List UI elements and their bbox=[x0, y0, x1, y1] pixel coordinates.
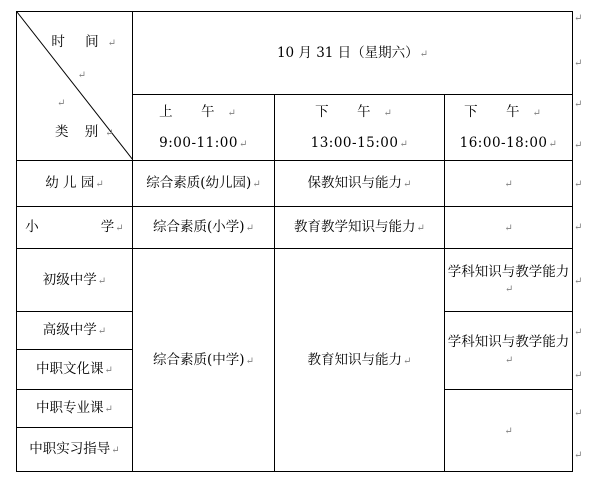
cell-kindergarten-afternoon-1: 保教知识与能力↵ bbox=[275, 161, 445, 207]
return-mark: ↵ bbox=[252, 179, 261, 191]
cell-primary-afternoon-2 bbox=[445, 207, 573, 249]
return-mark: ↵ bbox=[574, 179, 583, 190]
return-mark: ↵ bbox=[107, 38, 124, 49]
return-mark: ↵ bbox=[574, 327, 583, 338]
return-mark: ↵ bbox=[574, 370, 583, 381]
period-time: 16:00-18:00 bbox=[459, 134, 548, 151]
return-mark: ↵ bbox=[403, 179, 412, 191]
cell-junior-afternoon-2: 学科知识与教学能力↵ bbox=[445, 249, 573, 312]
return-mark: ↵ bbox=[574, 58, 583, 69]
return-mark: ↵ bbox=[97, 275, 107, 287]
return-mark: ↵ bbox=[111, 445, 120, 457]
cell-secondary-afternoon-1: 教育知识与能力↵ bbox=[275, 249, 445, 472]
return-mark: ↵ bbox=[403, 355, 412, 367]
return-mark: ↵ bbox=[504, 354, 514, 366]
return-mark: ↵ bbox=[115, 223, 124, 235]
exam-schedule-table bbox=[16, 11, 573, 472]
cell-secondary-morning: 综合素质(中学)↵ bbox=[133, 249, 275, 472]
return-mark: ↵ bbox=[104, 404, 113, 416]
return-mark: ↵ bbox=[532, 108, 553, 120]
date-header bbox=[133, 12, 573, 95]
return-mark: ↵ bbox=[419, 48, 429, 60]
return-mark: ↵ bbox=[105, 128, 120, 139]
return-mark: ↵ bbox=[57, 98, 66, 109]
period-morning bbox=[133, 95, 275, 161]
return-mark: ↵ bbox=[574, 140, 583, 151]
row-label-voc-major: 中职专业课↵ bbox=[17, 390, 133, 428]
row-label-voc-culture: 中职文化课↵ bbox=[17, 350, 133, 390]
cell-kindergarten-afternoon-2 bbox=[445, 161, 573, 207]
return-mark: ↵ bbox=[399, 138, 409, 150]
cell-primary-afternoon-1: 教育教学知识与能力↵ bbox=[275, 207, 445, 249]
exam-date: 10 月 31 日（星期六） bbox=[276, 44, 419, 61]
return-mark: ↵ bbox=[227, 108, 248, 120]
return-mark: ↵ bbox=[245, 355, 254, 367]
period-time: 13:00-15:00 bbox=[310, 134, 399, 151]
return-mark: ↵ bbox=[383, 108, 404, 120]
period-label: 下 午 bbox=[464, 104, 532, 121]
row-label-kindergarten: 幼 儿 园↵ bbox=[17, 161, 133, 207]
diagonal-header-cell bbox=[17, 12, 133, 161]
cell-senior-afternoon-2: 学科知识与教学能力↵ bbox=[445, 312, 573, 390]
period-afternoon-1 bbox=[275, 95, 445, 161]
return-mark: ↵ bbox=[238, 138, 248, 150]
return-mark: ↵ bbox=[77, 70, 86, 81]
return-mark: ↵ bbox=[95, 179, 104, 191]
row-label-voc-practice: 中职实习指导↵ bbox=[17, 428, 133, 472]
return-mark: ↵ bbox=[574, 99, 583, 110]
row-label-primary: 小 学↵ bbox=[17, 207, 133, 249]
return-mark: ↵ bbox=[548, 138, 558, 150]
return-mark: ↵ bbox=[504, 223, 513, 235]
cell-kindergarten-morning: 综合素质(幼儿园)↵ bbox=[133, 161, 275, 207]
return-mark: ↵ bbox=[574, 408, 583, 419]
cell-vocational-afternoon-2 bbox=[445, 390, 573, 472]
return-mark: ↵ bbox=[104, 365, 113, 377]
time-header-label: 时 间 bbox=[51, 34, 107, 50]
period-label: 下 午 bbox=[315, 104, 383, 121]
period-label: 上 午 bbox=[159, 104, 227, 121]
cell-primary-morning: 综合素质(小学)↵ bbox=[133, 207, 275, 249]
return-mark: ↵ bbox=[574, 222, 583, 233]
return-mark: ↵ bbox=[574, 276, 583, 287]
period-time: 9:00-11:00 bbox=[159, 134, 238, 151]
period-afternoon-2 bbox=[445, 95, 573, 161]
return-mark: ↵ bbox=[504, 284, 514, 295]
row-label-senior: 高级中学↵ bbox=[17, 312, 133, 350]
return-mark: ↵ bbox=[245, 223, 254, 235]
type-header-label: 类 别 bbox=[55, 124, 105, 140]
return-mark: ↵ bbox=[416, 223, 425, 235]
return-mark: ↵ bbox=[97, 326, 107, 338]
return-mark: ↵ bbox=[504, 179, 513, 191]
return-mark: ↵ bbox=[574, 13, 583, 24]
return-mark: ↵ bbox=[574, 450, 583, 461]
row-label-junior: 初级中学↵ bbox=[17, 249, 133, 312]
return-mark: ↵ bbox=[504, 426, 513, 438]
